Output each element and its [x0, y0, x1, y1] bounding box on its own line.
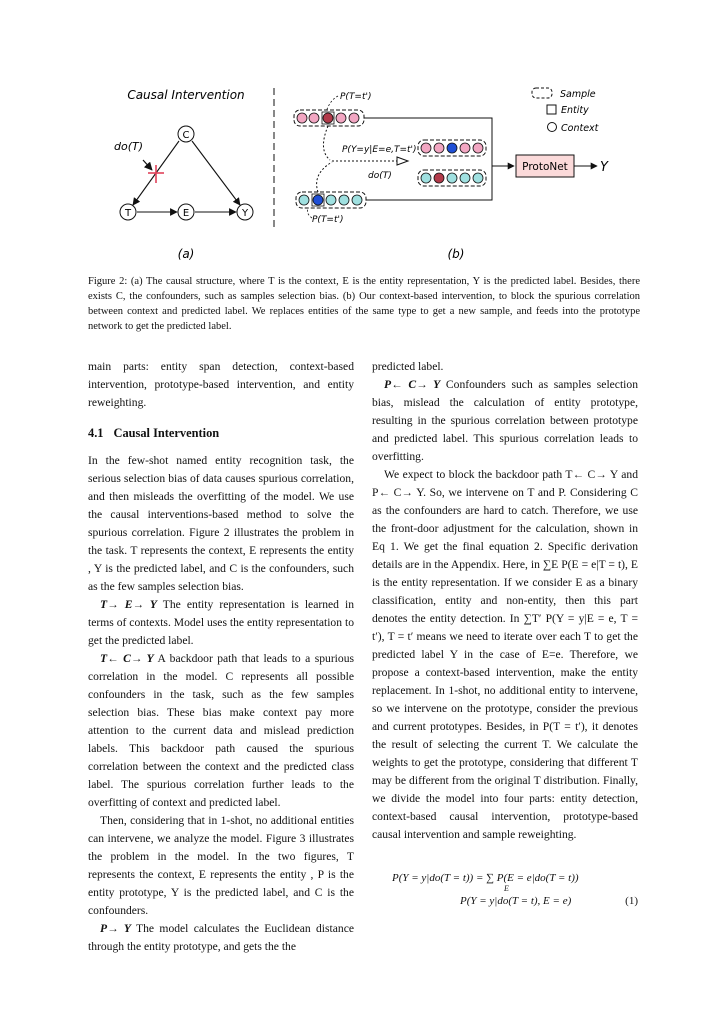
- legend-entity-label: Entity: [561, 105, 589, 116]
- panel-a-label: (a): [177, 247, 195, 261]
- right-paragraph-2-text: Confounders such as samples selection bias, mislead the calculation of entity prototype, resulting in the spurious correlation between prototype and predicted label. This spurious correlation leads to overfitting.: [372, 378, 638, 463]
- p-cond-label: P(Y=y|E=e,T=t'): [342, 145, 417, 155]
- context-node: [297, 113, 307, 123]
- context-node: [421, 143, 431, 153]
- figure-2: [0, 0, 724, 270]
- entity-node-blue: [447, 143, 457, 153]
- context-node: [460, 143, 470, 153]
- legend-context-icon: [548, 123, 557, 132]
- p-top-label: P(T=t'): [340, 92, 372, 102]
- equation-line-1: P(Y = y|do(T = t)) = ∑ P(E = e|do(T = t)): [392, 872, 579, 884]
- legend-sample-icon: [532, 88, 552, 98]
- sample-bottom: [296, 192, 366, 208]
- context-node: [339, 195, 349, 205]
- context-node: [447, 173, 457, 183]
- path-t-c-y: T← C→ Y: [100, 652, 154, 665]
- equation-line-2: P(Y = y|do(T = t), E = e): [460, 895, 572, 907]
- context-node: [352, 195, 362, 205]
- left-column: [88, 358, 354, 956]
- do-arrow-b-head: [397, 157, 408, 165]
- equation-subscript: E: [504, 884, 509, 893]
- equation-1: [372, 872, 638, 907]
- sample-intervened-1: [418, 140, 486, 156]
- do-t-label: do(T): [114, 140, 144, 153]
- paragraph-3: [88, 650, 354, 812]
- panel-b-label: (b): [447, 247, 465, 261]
- node-e-label: E: [182, 208, 190, 219]
- protonet-label: ProtoNet: [522, 161, 568, 173]
- panel-a: [114, 88, 253, 261]
- context-node: [299, 195, 309, 205]
- context-node: [309, 113, 319, 123]
- node-t-label: T: [124, 208, 132, 219]
- figure-caption: Figure 2: (a) The causal structure, where T is the context, E is the entity representation, Y is the predicted label. Besides, there exists C, the confounders, such as samples selection bias. (b) Our context-based intervention, to block the spurious correlation between context and predicted label. We replaces entities of the same type to get a new sample, and feeds into the prototype network to get the predicted label.: [88, 276, 640, 332]
- paragraph-2-text: The entity representation is learned in terms of contexts. Model uses the entity representation to get the predicted label.: [88, 598, 354, 647]
- path-p-c-y: P← C→ Y: [384, 378, 441, 391]
- equation-line-2-row: [372, 895, 638, 907]
- legend-entity-icon: [547, 105, 556, 114]
- paragraph-5: [88, 920, 354, 956]
- paragraph-5-text: The model calculates the Euclidean distance through the entity prototype, and gets the the: [88, 922, 354, 953]
- equation-number: (1): [625, 895, 638, 907]
- p-bottom-label: P(T=t'): [312, 215, 344, 225]
- right-paragraph-1: predicted label.: [372, 360, 444, 373]
- context-node: [473, 173, 483, 183]
- do-curve: [323, 126, 330, 160]
- node-c-label: C: [182, 130, 190, 141]
- section-title: Causal Intervention: [113, 426, 220, 440]
- paragraph-4: Then, considering that in 1-shot, no additional entities can intervene, we analyze the model. Figure 3 illustrates the problem in the model. In the two figures, T represents the context, E represents the entity , P is the entity prototype, Y is the predicted label, and C is the confounders.: [88, 814, 354, 917]
- section-number: 4.1: [88, 426, 104, 440]
- output-y-label: Y: [600, 160, 608, 175]
- sample-intervened-2: [418, 170, 486, 186]
- panel-b: [294, 92, 609, 261]
- right-column: [372, 358, 638, 844]
- entity-node-red: [323, 113, 333, 123]
- paragraph-3-text: A backdoor path that leads to a spurious correlation in the model. C represents all possible confounders in the task, such as the few samples selection bias. These bias make context pay more attention to the current data and mislead prediction labels. This backdoor path caused the spurious correlation between the context and the predicted class label. The spurious correlation further leads to the overfitting of context and predicted label.: [88, 652, 355, 809]
- entity-node-blue: [313, 195, 323, 205]
- do-arrow: [143, 160, 152, 170]
- legend: [532, 88, 600, 134]
- top-path: [364, 118, 492, 166]
- context-node: [349, 113, 359, 123]
- intro-paragraph: main parts: entity span detection, context-based intervention, prototype-based intervention, and entity reweighting.: [88, 360, 354, 409]
- section-heading: [88, 424, 354, 442]
- context-node: [326, 195, 336, 205]
- entity-node-red: [434, 173, 444, 183]
- context-node: [460, 173, 470, 183]
- paragraph-2: [88, 596, 354, 650]
- path-p-y: P→ Y: [100, 922, 131, 935]
- right-paragraph-2: [372, 376, 638, 466]
- context-node: [473, 143, 483, 153]
- context-node: [421, 173, 431, 183]
- path-t-e-y: T→ E→ Y: [100, 598, 157, 611]
- do-t-label-b: do(T): [368, 171, 392, 181]
- do-curve-2: [317, 162, 332, 192]
- paragraph-1: In the few-shot named entity recognition task, the serious selection bias of data causes spurious correlation, and then misleads the overfitting of the model. We use the causal interventions-based method to solve the spurious correlation. Figure 2 illustrates the problem in the task. T represents the context, E represents the entity , Y is the predicted label, and C is the confounders, such as the few samples selection bias.: [88, 454, 354, 593]
- context-node: [434, 143, 444, 153]
- legend-sample-label: Sample: [560, 89, 596, 100]
- right-paragraph-3: We expect to block the backdoor path T← C→ Y and P← C→ Y. So, we intervene on T and P. Considering C as the confounders are hard to catch. Therefore, we use the front-door adjustment for the calculation, shown in Eq 1. We get the final equation 2. Specific derivation details are in the Appendix. Here, in ∑E P(E = e|T = t), E is the entity representation. If we consider E as a binary classification, entity and non-entity, then this part denotes the entity detection. In ∑T′ P(Y = y|E = e, T = t′), T = t′ means we need to iterate over each T to get the predicted label Y in the case of E=e. Therefore, we propose a context-based intervention, make the entity replacement. In 1-shot, no additional entity to intervene, so we intervene on the prototype, consider the previous and current prototypes. Besides, in P(T = t′), it denotes the result of selecting the current T. We calculate the weights to get the prototype, considering that different T may be different from the original T distribution. Finally, we divide the model into four parts: entity detection, context-based causal intervention, prototype-based causal intervention and sample reweighting.: [372, 468, 638, 841]
- legend-context-label: Context: [561, 123, 599, 134]
- panel-a-title: Causal Intervention: [127, 88, 245, 102]
- context-node: [336, 113, 346, 123]
- sample-top: [294, 110, 364, 126]
- node-y-label: Y: [241, 208, 249, 219]
- edge-c-y: [192, 141, 240, 205]
